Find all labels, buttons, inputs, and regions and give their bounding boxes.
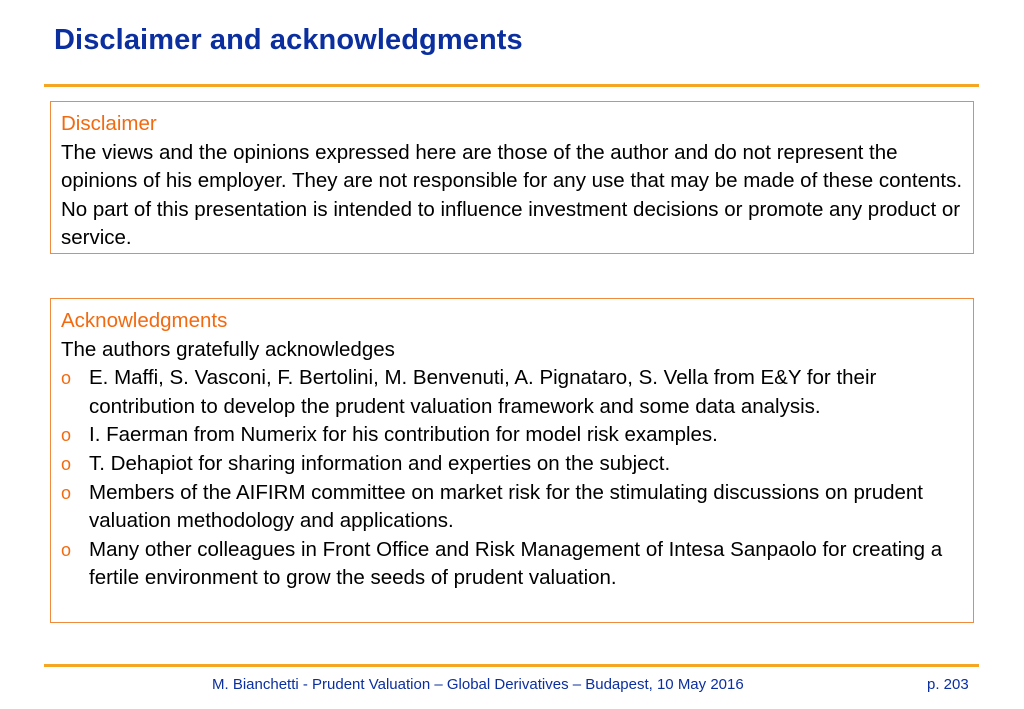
- acknowledgments-intro: The authors gratefully acknowledges: [61, 337, 395, 361]
- acknowledgments-box: [50, 298, 974, 623]
- bullet-icon: o: [61, 425, 72, 446]
- bullet-icon: o: [61, 453, 72, 474]
- list-item: [61, 364, 963, 421]
- bullet-icon: o: [61, 482, 72, 503]
- list-item: [61, 479, 963, 536]
- disclaimer-box: [50, 101, 974, 254]
- disclaimer-text: The views and the opinions expressed here are those of the author and do not represent the opinions of his employer. They are not responsible for any use that may be made of these contents. No part of this presentation is intended to influence investment decisions or promote any product or service.: [61, 140, 963, 250]
- top-divider: [44, 84, 979, 87]
- acknowledgments-list: [61, 364, 963, 593]
- list-item: [61, 536, 963, 593]
- page-number: p. 203: [927, 676, 969, 693]
- acknowledgments-heading: Acknowledgments: [61, 309, 228, 332]
- list-item-text: Members of the AIFIRM committee on market risk for the stimulating discussions on prudent valuation methodology and applications.: [89, 480, 923, 533]
- list-item-text: Many other colleagues in Front Office and Risk Management of Intesa Sanpaolo for creating a fertile environment to grow the seeds of prudent valuation.: [89, 537, 943, 590]
- bullet-icon: o: [61, 368, 72, 389]
- slide-title: Disclaimer and acknowledgments: [54, 24, 523, 56]
- disclaimer-heading: Disclaimer: [61, 112, 157, 135]
- list-item-text: I. Faerman from Numerix for his contribution for model risk examples.: [89, 423, 718, 447]
- bullet-icon: o: [61, 539, 72, 560]
- footer-citation: M. Bianchetti - Prudent Valuation – Global Derivatives – Budapest, 10 May 2016: [212, 676, 744, 693]
- list-item-text: E. Maffi, S. Vasconi, F. Bertolini, M. Benvenuti, A. Pignataro, S. Vella from E&Y for their contribution to develop the prudent valuation framework and some data analysis.: [89, 366, 877, 418]
- list-item: [61, 450, 963, 479]
- list-item: [61, 421, 963, 450]
- bottom-divider: [44, 664, 979, 667]
- list-item-text: T. Dehapiot for sharing information and experties on the subject.: [89, 451, 671, 475]
